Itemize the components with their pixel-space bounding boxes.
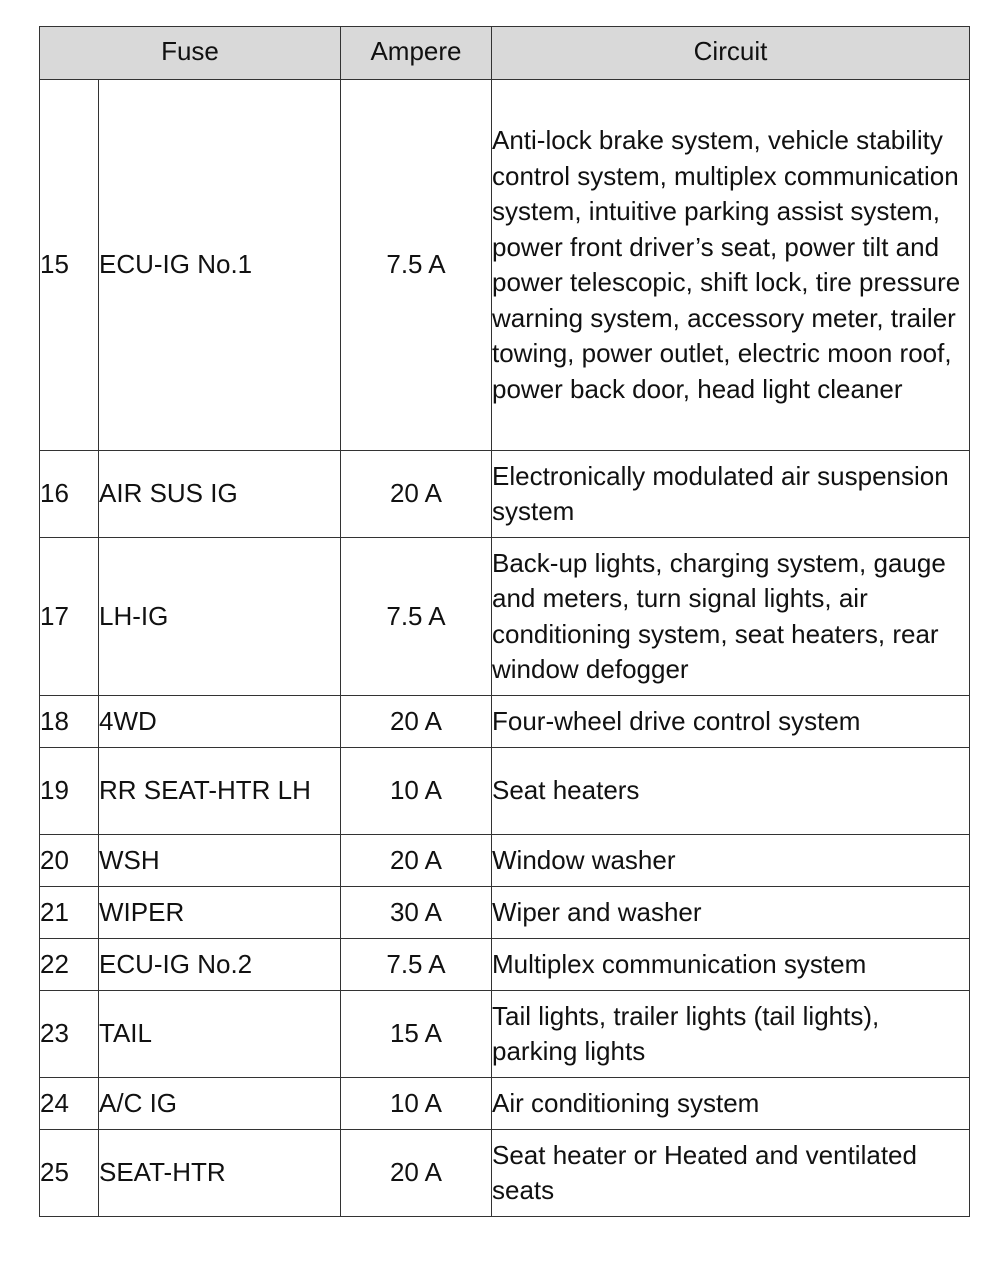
fuse-number: 24: [40, 1078, 99, 1130]
fuse-name: WSH: [99, 835, 341, 887]
fuse-circuit: Seat heater or Heated and ventilated seats: [492, 1130, 970, 1217]
fuse-ampere: 10 A: [341, 748, 492, 835]
table-row: [40, 887, 970, 939]
fuse-circuit: Four-wheel drive control system: [492, 696, 970, 748]
fuse-circuit: Electronically modulated air suspension system: [492, 451, 970, 538]
header-circuit: Circuit: [492, 27, 970, 80]
table-header-row: [40, 27, 970, 80]
fuse-table: [39, 26, 970, 1217]
table-row: [40, 1130, 970, 1217]
fuse-ampere: 7.5 A: [341, 80, 492, 451]
fuse-name: WIPER: [99, 887, 341, 939]
fuse-number: 22: [40, 939, 99, 991]
fuse-ampere: 20 A: [341, 835, 492, 887]
fuse-number: 25: [40, 1130, 99, 1217]
table-row: [40, 80, 970, 451]
fuse-ampere: 7.5 A: [341, 939, 492, 991]
table-row: [40, 696, 970, 748]
fuse-name: SEAT-HTR: [99, 1130, 341, 1217]
fuse-name: ECU-IG No.2: [99, 939, 341, 991]
fuse-ampere: 15 A: [341, 991, 492, 1078]
fuse-ampere: 20 A: [341, 696, 492, 748]
fuse-number: 16: [40, 451, 99, 538]
fuse-number: 17: [40, 538, 99, 696]
fuse-name: LH-IG: [99, 538, 341, 696]
fuse-name: 4WD: [99, 696, 341, 748]
fuse-number: 18: [40, 696, 99, 748]
table-row: [40, 748, 970, 835]
fuse-circuit: Anti-lock brake system, vehicle stability control system, multiplex communication system, intuitive parking assist system, power front driver’s seat, power tilt and power telescopic, shift lock, tire pressure warning system, accessory meter, trailer towing, power outlet, electric moon roof, power back door, head light cleaner: [492, 80, 970, 451]
fuse-number: 19: [40, 748, 99, 835]
fuse-name: AIR SUS IG: [99, 451, 341, 538]
table-row: [40, 991, 970, 1078]
table-row: [40, 451, 970, 538]
header-fuse: Fuse: [40, 27, 341, 80]
fuse-ampere: 30 A: [341, 887, 492, 939]
fuse-ampere: 20 A: [341, 451, 492, 538]
table-row: [40, 538, 970, 696]
fuse-circuit: Back-up lights, charging system, gauge and meters, turn signal lights, air conditioning system, seat heaters, rear window defogger: [492, 538, 970, 696]
fuse-circuit: Air conditioning system: [492, 1078, 970, 1130]
table-row: [40, 1078, 970, 1130]
fuse-number: 15: [40, 80, 99, 451]
fuse-name: RR SEAT-HTR LH: [99, 748, 341, 835]
fuse-number: 23: [40, 991, 99, 1078]
table-row: [40, 835, 970, 887]
fuse-ampere: 20 A: [341, 1130, 492, 1217]
header-ampere: Ampere: [341, 27, 492, 80]
fuse-name: ECU-IG No.1: [99, 80, 341, 451]
fuse-ampere: 7.5 A: [341, 538, 492, 696]
fuse-circuit: Window washer: [492, 835, 970, 887]
fuse-circuit: Tail lights, trailer lights (tail lights), parking lights: [492, 991, 970, 1078]
fuse-ampere: 10 A: [341, 1078, 492, 1130]
fuse-name: A/C IG: [99, 1078, 341, 1130]
fuse-number: 20: [40, 835, 99, 887]
table-row: [40, 939, 970, 991]
fuse-circuit: Multiplex communication system: [492, 939, 970, 991]
fuse-circuit: Seat heaters: [492, 748, 970, 835]
fuse-circuit: Wiper and washer: [492, 887, 970, 939]
fuse-number: 21: [40, 887, 99, 939]
fuse-name: TAIL: [99, 991, 341, 1078]
